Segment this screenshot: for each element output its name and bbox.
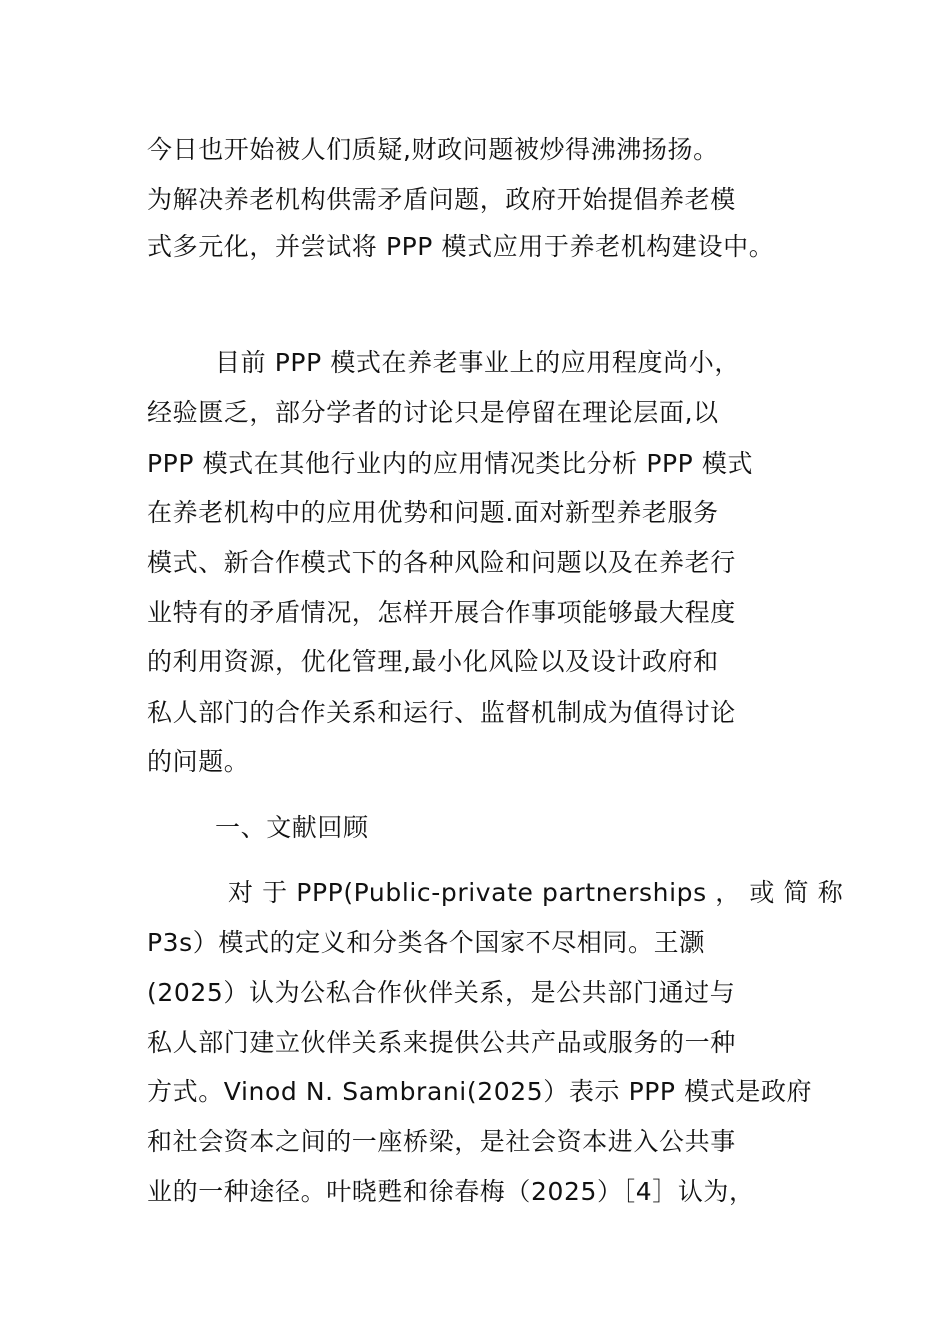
paragraph-line: 业的一种途径。叶晓甦和徐春梅（2025）［4］认为，	[147, 1177, 755, 1206]
paragraph-line: P3s）模式的定义和分类各个国家不尽相同。王灏	[147, 928, 705, 957]
paragraph-line: 和社会资本之间的一座桥梁，是社会资本进入公共事	[147, 1127, 736, 1156]
paragraph-line: 目前 PPP 模式在养老事业上的应用程度尚小，	[215, 348, 740, 377]
paragraph-line: 式多元化，并尝试将 PPP 模式应用于养老机构建设中。	[147, 232, 775, 261]
paragraph-line: 经验匮乏，部分学者的讨论只是停留在理论层面,以	[147, 398, 719, 427]
paragraph-line: 在养老机构中的应用优势和问题.面对新型养老服务	[147, 498, 719, 527]
paragraph-line: 方式。Vinod N. Sambrani(2025）表示 PPP 模式是政府	[147, 1077, 813, 1106]
paragraph-line: 业特有的矛盾情况，怎样开展合作事项能够最大程度	[147, 598, 736, 627]
paragraph-line: PPP 模式在其他行业内的应用情况类比分析 PPP 模式	[147, 449, 754, 478]
paragraph-line: 今日也开始被人们质疑,财政问题被炒得沸沸扬扬。	[147, 135, 719, 164]
paragraph-line: 模式、新合作模式下的各种风险和问题以及在养老行	[147, 548, 736, 577]
paragraph-line: 私人部门的合作关系和运行、监督机制成为值得讨论	[147, 698, 736, 727]
section-heading: 一、文献回顾	[215, 813, 369, 842]
paragraph-line: (2025）认为公私合作伙伴关系，是公共部门通过与	[147, 978, 736, 1007]
paragraph-line: 的利用资源，优化管理,最小化风险以及设计政府和	[147, 647, 719, 676]
paragraph-line: 为解决养老机构供需矛盾问题，政府开始提倡养老模	[147, 185, 736, 214]
paragraph-line: 对 于 PPP(Public-private partnerships ， 或 简 称	[228, 878, 844, 907]
paragraph-line: 私人部门建立伙伴关系来提供公共产品或服务的一种	[147, 1028, 736, 1057]
paragraph-line: 的问题。	[147, 747, 250, 776]
